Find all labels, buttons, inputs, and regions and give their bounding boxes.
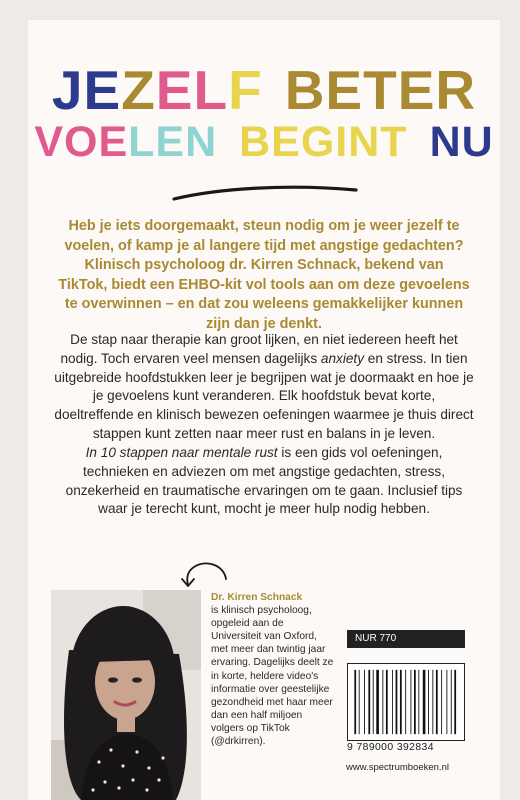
paragraph-1-italic: anxiety (320, 350, 364, 366)
author-bio (211, 591, 336, 748)
barcode (347, 663, 465, 741)
paragraph-1-start: De stap naar therapie kan groot lijken, en niet iedereen heeft het nodig. Toch ervaren veel mensen dagelijks (60, 332, 458, 366)
nur-code-label: NUR 770 (347, 630, 465, 648)
title-seg-8: BEGINT (239, 118, 408, 166)
title-seg-2: Z (121, 59, 156, 121)
paragraph-2-text: is een gids vol oefeningen, technieken en adviezen om met angstige gedachten, stress, onzekerheid en traumatische ervaringen om te gaan. Inclusief tips waar je terecht kunt, mocht je meer hulp nodig hebben. (65, 445, 463, 517)
isbn-number: 9 789000 392834 (347, 742, 434, 753)
publisher-website: www.spectrumboeken.nl (346, 762, 449, 773)
paragraph-2-book-title: In 10 stappen naar mentale rust (85, 445, 278, 460)
title-seg-3: EL (155, 59, 229, 121)
title-seg-7: LEN (128, 118, 218, 166)
title-line-1 (28, 58, 500, 122)
paragraph-2 (54, 444, 474, 519)
title-seg-1: JE (51, 59, 122, 121)
title-seg-5: BETER (284, 59, 477, 121)
author-name: Dr. Kirren Schnack (211, 592, 303, 603)
author-bio-text: is klinisch psycholoog, opgeleid aan de Universiteit van Oxford, met meer dan twintig jaar ervaring. Dagelijks deelt ze in korte, heldere video's informatie over geestelijke gezondheid met haar meer dan een half miljoen volgers op TikTok (@drkirren). (211, 605, 334, 748)
title-seg-4: F (228, 59, 263, 121)
paragraph-1-end: en stress. In tien uitgebreide hoofdstukken leer je begrijpen wat je doormaakt en hoe je je gevoelens kunt veranderen. Elk hoofdstuk bevat korte, doeltreffende en klinisch bewezen oefeningen waarmee je thuis direct stappen kunt zetten naar meer rust en balans in je leven. (54, 350, 474, 441)
intro-blurb: Heb je iets doorgemaakt, steun nodig om je weer jezelf te voelen, of kamp je al langere tijd met angstige gedachten? Klinisch psycholoog dr. Kirren Schnack, bekend van TikTok, biedt een EHBO-kit vol tools aan om deze gevoelens te overwinnen – en dat zou weleens gemakkelijker kunnen zijn dan je denkt. (58, 218, 470, 332)
swoosh-divider-icon (170, 182, 360, 204)
author-photo (51, 590, 201, 800)
paragraph-1 (54, 331, 474, 444)
curved-arrow-icon (178, 557, 232, 591)
title-seg-6: VOE (34, 118, 129, 166)
title-line-2 (28, 118, 500, 167)
book-back-cover (28, 20, 500, 800)
title-seg-9: NU (429, 118, 494, 166)
